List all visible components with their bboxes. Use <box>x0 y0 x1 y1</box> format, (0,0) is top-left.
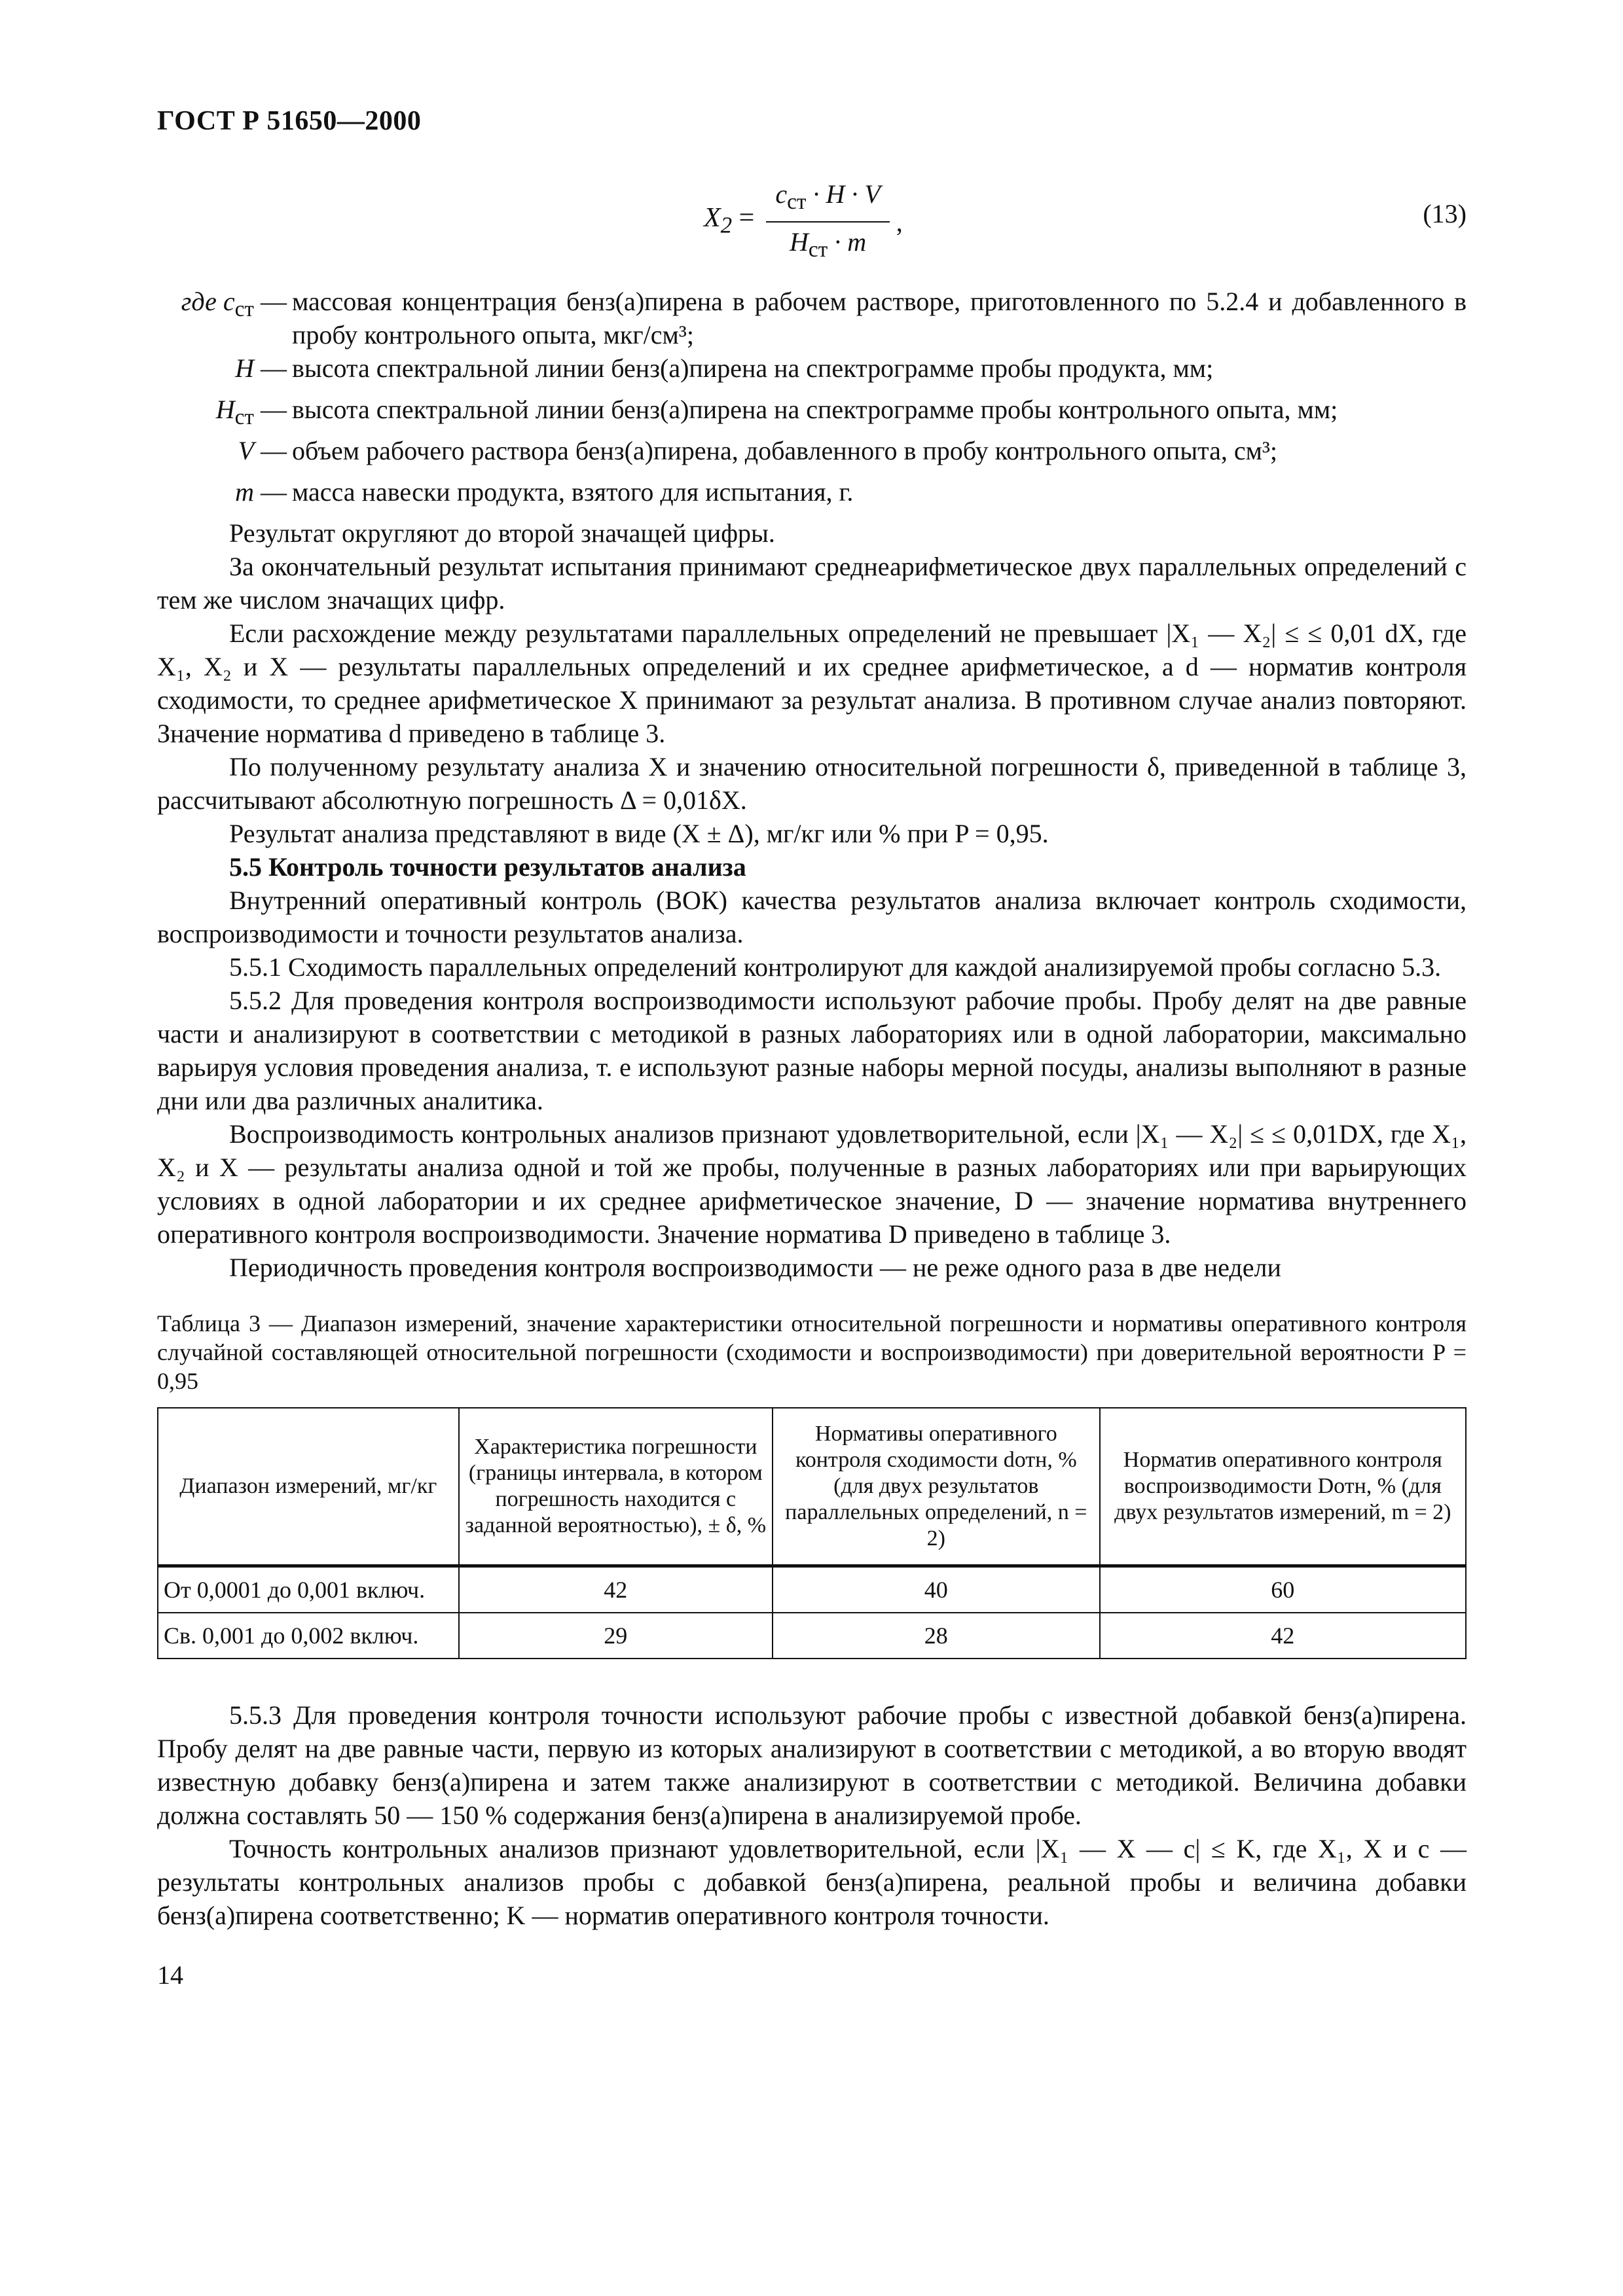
formula-lhs: $X_2$ = <box>704 203 755 238</box>
paragraph: Результат округляют до второй значащей цифры. <box>229 518 775 548</box>
definition-item: где $c_{ст}$ — массовая концентрация бенз(а)пирена в рабочем растворе, приготовленного по 5.2.4 и добавленного в пробу контрольного опыта, мкг/см³; <box>181 287 1467 350</box>
formula-13 <box>157 179 1467 282</box>
bottom-paragraphs <box>157 1698 1467 1932</box>
table-cell: 28 <box>773 1613 1100 1659</box>
table-cell: 60 <box>1100 1566 1466 1613</box>
table-header-cell: Норматив оперативного контроля воспроизводимости Dотн, % (для двух результатов измерений, m = 2) <box>1100 1408 1466 1566</box>
formula-comma: , <box>896 207 903 237</box>
paragraph: 5.5.3 Для проведения контроля точности используют рабочие пробы с известной добавкой бенз(а)пирена. Пробу делят на две равные части, первую из которых анализируют в соответствии с методикой, а во вторую вводят известную добавку бенз(а)пирена и затем также анализируют в соответствии с методикой. Величина добавки должна составлять 50 — 150 % содержания бенз(а)пирена в анализируемой пробе. <box>157 1700 1467 1830</box>
paragraph: Воспроизводимость контрольных анализов признают удовлетворительной, если |X₁ — X₂| ≤ ≤ 0,01DX, где X₁, X₂ и X — результаты анализа одной и той же пробы, полученные в разных лабораториях или при варьирующих условиях в одной лаборатории и их среднее арифметическое значение, D — значение норматива внутреннего оперативного контроля воспроизводимости. Значение норматива D приведено в таблице 3. <box>157 1119 1467 1249</box>
data-table <box>157 1407 1467 1659</box>
table-row <box>158 1613 1466 1659</box>
page-number: 14 <box>157 1960 183 1990</box>
table-cell: 29 <box>459 1613 773 1659</box>
paragraph: За окончательный результат испытания принимают среднеарифметическое двух параллельных определений с тем же числом значащих цифр. <box>157 552 1467 615</box>
definition-item: m — масса навески продукта, взятого для испытания, г. <box>235 477 854 507</box>
paragraph: По полученному результату анализа X и значению относительной погрешности δ, приведенной в таблице 3, рассчитывают абсолютную погрешность Δ = 0,01δX. <box>157 752 1467 815</box>
table-header-cell: Диапазон измерений, мг/кг <box>158 1408 459 1566</box>
definition-item: H — высота спектральной линии бенз(а)пирена на спектрограмме пробы продукта, мм; <box>235 353 1214 383</box>
table-row <box>158 1566 1466 1613</box>
paragraph: Точность контрольных анализов признают удовлетворительной, если |X₁ — X — c| ≤ K, где X₁, X и c — результаты контрольных анализов пробы с добавкой бенз(а)пирена, реальной пробы и величина добавки бенз(а)пирена соответственно; K — норматив оперативного контроля точности. <box>157 1834 1467 1930</box>
formula-numerator: $c_{ст} \cdot H \cdot V$ <box>766 177 889 223</box>
document-header: ГОСТ Р 51650—2000 <box>157 106 422 136</box>
table-header-row <box>158 1408 1466 1566</box>
definition-item: $H_{ст}$ — высота спектральной линии бенз(а)пирена на спектрограмме пробы контрольного опыта, мм; <box>215 395 1338 429</box>
definition-item: V — объем рабочего раствора бенз(а)пирена, добавленного в пробу контрольного опыта, см³; <box>238 436 1278 465</box>
table-header-cell: Характеристика погрешности (границы интервала, в котором погрешность находится с заданной вероятностью), ± δ, % <box>459 1408 773 1566</box>
formula-fraction <box>766 177 889 266</box>
document-page <box>157 105 1467 1992</box>
paragraph: Если расхождение между результатами параллельных определений не превышает |X₁ — X₂| ≤ ≤ 0,01 dX, где X₁, X₂ и X — результаты параллельных определений и их среднее арифметическое, а d — норматив контроля сходимости, то среднее арифметическое X принимают за результат анализа. В противном случае анализ повторяют. Значение норматива d приведено в таблице 3. <box>157 619 1467 748</box>
table-cell: 40 <box>773 1566 1100 1613</box>
table-cell: 42 <box>1100 1613 1466 1659</box>
paragraph: Внутренний оперативный контроль (ВОК) качества результатов анализа включает контроль сходимости, воспроизводимости и точности результатов анализа. <box>157 886 1467 948</box>
formula-denominator: $H_{ст} \cdot m$ <box>790 227 867 262</box>
table-caption: Таблица 3 — Диапазон измерений, значение характеристики относительной погрешности и нормативы оперативного контроля случайной составляющей относительной погрешности (сходимости и воспроизводимости) при доверительной вероятности P = 0,95 <box>157 1310 1467 1394</box>
table-cell: Св. 0,001 до 0,002 включ. <box>158 1613 459 1659</box>
paragraph: Периодичность проведения контроля воспроизводимости — не реже одного раза в две недели <box>229 1253 1281 1282</box>
formula-definitions <box>157 285 1467 516</box>
paragraph: Результат анализа представляют в виде (X ± Δ), мг/кг или % при P = 0,95. <box>229 819 1049 848</box>
formula-expression <box>704 177 903 266</box>
table-cell: От 0,0001 до 0,001 включ. <box>158 1566 459 1613</box>
table-cell: 42 <box>459 1566 773 1613</box>
paragraph: 5.5.2 Для проведения контроля воспроизводимости используют рабочие пробы. Пробу делят на две равные части и анализируют в соответствии с методикой в разных лабораториях или в одной лаборатории, максимально варьируя условия проведения анализа, т. е используют разные наборы мерной посуды, анализы выполняют в разные дни или два различных аналитика. <box>157 986 1467 1115</box>
section-title: 5.5 Контроль точности результатов анализа <box>229 852 746 882</box>
paragraph: 5.5.1 Сходимость параллельных определений контролируют для каждой анализируемой пробы согласно 5.3. <box>229 952 1442 982</box>
formula-number: (13) <box>1423 199 1467 228</box>
table-header-cell: Нормативы оперативного контроля сходимости dотн, % (для двух результатов параллельных определений, n = 2) <box>773 1408 1100 1566</box>
